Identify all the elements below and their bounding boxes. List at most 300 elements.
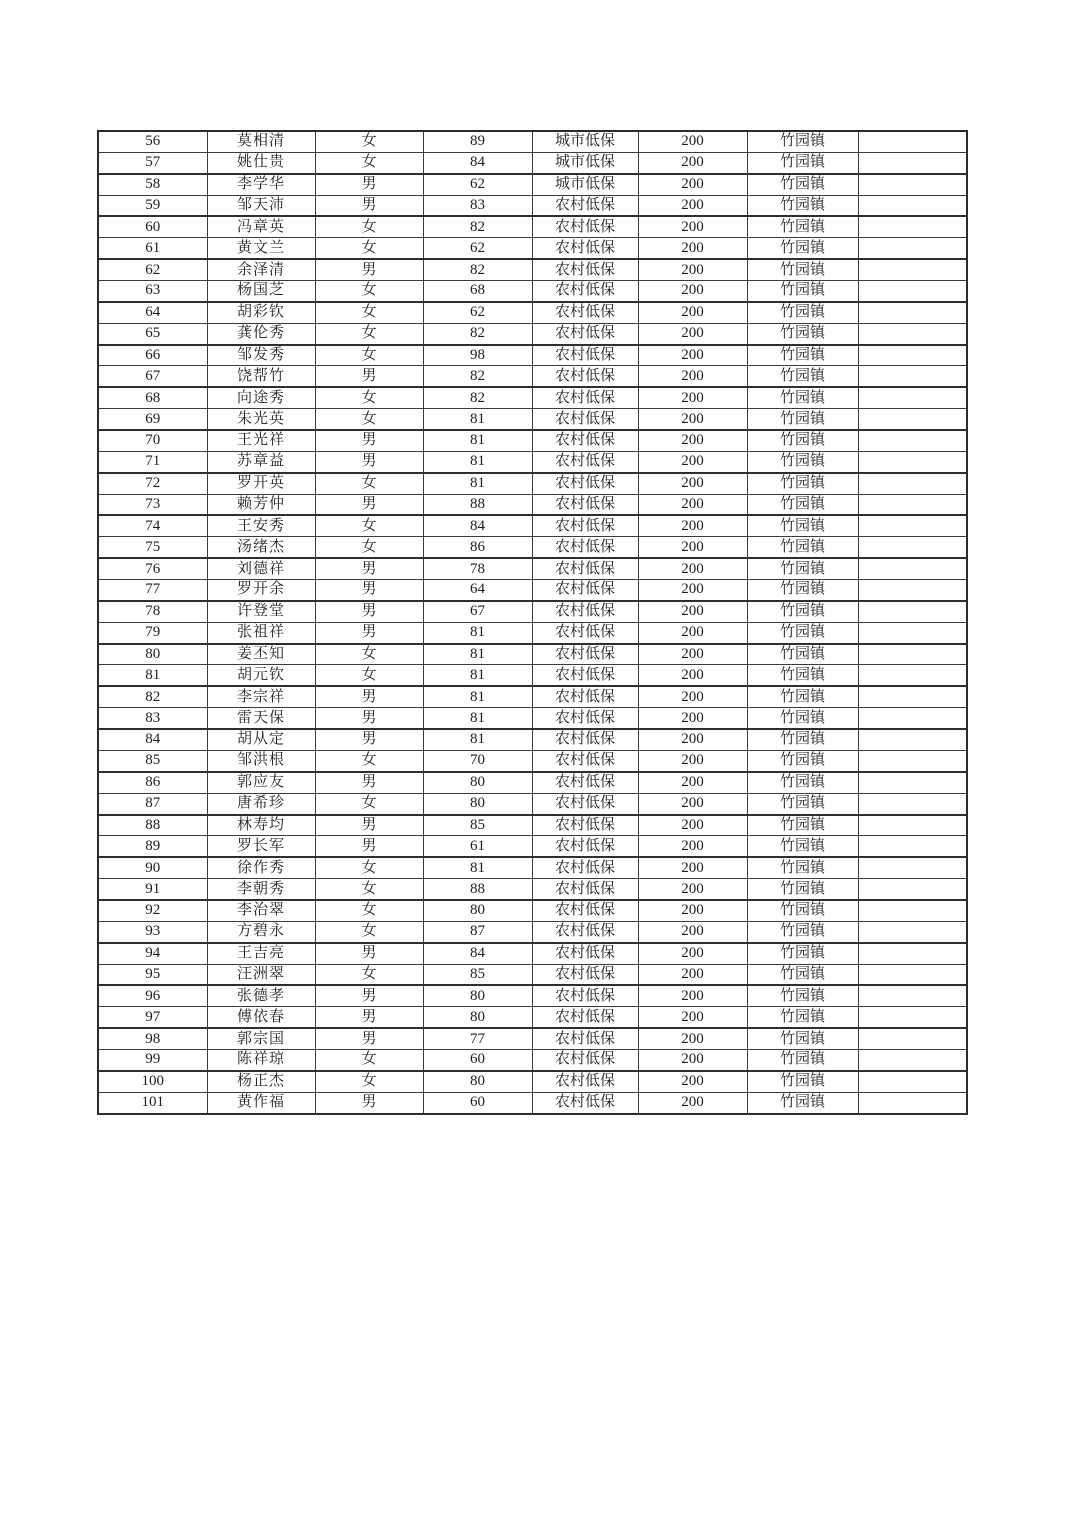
subsidy-type-cell: 农村低保 <box>532 195 638 216</box>
table-row <box>98 366 967 387</box>
subsidy-type-cell: 农村低保 <box>532 879 638 900</box>
table-row <box>98 216 967 237</box>
note-cell <box>858 580 967 601</box>
name-cell: 王吉亮 <box>207 943 315 964</box>
subsidy-type-cell: 农村低保 <box>532 857 638 878</box>
age-cell: 81 <box>423 622 532 643</box>
note-cell <box>858 900 967 921</box>
note-cell <box>858 558 967 579</box>
town-cell: 竹园镇 <box>747 1007 858 1028</box>
gender-cell: 男 <box>315 195 423 216</box>
town-cell: 竹园镇 <box>747 1049 858 1070</box>
age-cell: 89 <box>423 131 532 152</box>
name-cell: 杨国芝 <box>207 281 315 302</box>
amount-cell: 200 <box>638 793 747 814</box>
name-cell: 王光祥 <box>207 430 315 451</box>
amount-cell: 200 <box>638 622 747 643</box>
gender-cell: 女 <box>315 537 423 558</box>
age-cell: 84 <box>423 515 532 536</box>
town-cell: 竹园镇 <box>747 131 858 152</box>
table-row <box>98 302 967 323</box>
name-cell: 刘德祥 <box>207 558 315 579</box>
serial-cell: 90 <box>98 857 207 878</box>
table-row <box>98 857 967 878</box>
amount-cell: 200 <box>638 323 747 344</box>
amount-cell: 200 <box>638 558 747 579</box>
table-row <box>98 323 967 344</box>
table-row <box>98 1028 967 1049</box>
serial-cell: 93 <box>98 921 207 942</box>
amount-cell: 200 <box>638 644 747 665</box>
serial-cell: 75 <box>98 537 207 558</box>
amount-cell: 200 <box>638 900 747 921</box>
town-cell: 竹园镇 <box>747 836 858 857</box>
table-row <box>98 1071 967 1092</box>
serial-cell: 69 <box>98 409 207 430</box>
age-cell: 62 <box>423 238 532 259</box>
age-cell: 83 <box>423 195 532 216</box>
gender-cell: 男 <box>315 558 423 579</box>
serial-cell: 63 <box>98 281 207 302</box>
serial-cell: 96 <box>98 985 207 1006</box>
serial-cell: 79 <box>98 622 207 643</box>
name-cell: 张祖祥 <box>207 622 315 643</box>
subsidy-type-cell: 农村低保 <box>532 943 638 964</box>
amount-cell: 200 <box>638 964 747 985</box>
name-cell: 邹天沛 <box>207 195 315 216</box>
name-cell: 邹洪根 <box>207 750 315 771</box>
table-row <box>98 943 967 964</box>
table-row <box>98 793 967 814</box>
gender-cell: 男 <box>315 494 423 515</box>
gender-cell: 男 <box>315 985 423 1006</box>
name-cell: 赖芳仲 <box>207 494 315 515</box>
amount-cell: 200 <box>638 430 747 451</box>
gender-cell: 女 <box>315 1049 423 1070</box>
gender-cell: 女 <box>315 281 423 302</box>
note-cell <box>858 793 967 814</box>
subsidy-type-cell: 农村低保 <box>532 793 638 814</box>
serial-cell: 65 <box>98 323 207 344</box>
subsidy-type-cell: 农村低保 <box>532 836 638 857</box>
note-cell <box>858 964 967 985</box>
amount-cell: 200 <box>638 1092 747 1114</box>
gender-cell: 女 <box>315 665 423 686</box>
name-cell: 莫相清 <box>207 131 315 152</box>
subsidy-type-cell: 农村低保 <box>532 409 638 430</box>
serial-cell: 80 <box>98 644 207 665</box>
subsidy-type-cell: 农村低保 <box>532 259 638 280</box>
town-cell: 竹园镇 <box>747 644 858 665</box>
amount-cell: 200 <box>638 174 747 195</box>
age-cell: 81 <box>423 644 532 665</box>
gender-cell: 男 <box>315 836 423 857</box>
gender-cell: 男 <box>315 430 423 451</box>
gender-cell: 女 <box>315 964 423 985</box>
subsidy-type-cell: 农村低保 <box>532 1049 638 1070</box>
note-cell <box>858 451 967 472</box>
name-cell: 汤绪杰 <box>207 537 315 558</box>
note-cell <box>858 665 967 686</box>
subsidy-type-cell: 农村低保 <box>532 900 638 921</box>
town-cell: 竹园镇 <box>747 815 858 836</box>
town-cell: 竹园镇 <box>747 665 858 686</box>
note-cell <box>858 1092 967 1114</box>
gender-cell: 男 <box>315 772 423 793</box>
note-cell <box>858 985 967 1006</box>
age-cell: 64 <box>423 580 532 601</box>
serial-cell: 81 <box>98 665 207 686</box>
age-cell: 68 <box>423 281 532 302</box>
amount-cell: 200 <box>638 451 747 472</box>
amount-cell: 200 <box>638 281 747 302</box>
note-cell <box>858 644 967 665</box>
age-cell: 80 <box>423 1007 532 1028</box>
name-cell: 饶帮竹 <box>207 366 315 387</box>
table-row <box>98 430 967 451</box>
serial-cell: 85 <box>98 750 207 771</box>
town-cell: 竹园镇 <box>747 323 858 344</box>
table-row <box>98 580 967 601</box>
gender-cell: 女 <box>315 323 423 344</box>
town-cell: 竹园镇 <box>747 793 858 814</box>
note-cell <box>858 921 967 942</box>
gender-cell: 男 <box>315 174 423 195</box>
subsidy-type-cell: 农村低保 <box>532 580 638 601</box>
gender-cell: 女 <box>315 900 423 921</box>
subsidy-type-cell: 农村低保 <box>532 494 638 515</box>
town-cell: 竹园镇 <box>747 387 858 408</box>
serial-cell: 73 <box>98 494 207 515</box>
town-cell: 竹园镇 <box>747 473 858 494</box>
name-cell: 朱光英 <box>207 409 315 430</box>
table-row <box>98 900 967 921</box>
name-cell: 王安秀 <box>207 515 315 536</box>
serial-cell: 70 <box>98 430 207 451</box>
gender-cell: 女 <box>315 216 423 237</box>
subsidy-type-cell: 农村低保 <box>532 515 638 536</box>
subsidy-type-cell: 农村低保 <box>532 323 638 344</box>
age-cell: 80 <box>423 793 532 814</box>
table-row <box>98 964 967 985</box>
gender-cell: 男 <box>315 729 423 750</box>
table-row <box>98 409 967 430</box>
town-cell: 竹园镇 <box>747 1071 858 1092</box>
name-cell: 许登堂 <box>207 601 315 622</box>
age-cell: 81 <box>423 409 532 430</box>
table-body <box>98 131 967 1114</box>
age-cell: 82 <box>423 387 532 408</box>
name-cell: 龚伦秀 <box>207 323 315 344</box>
gender-cell: 男 <box>315 451 423 472</box>
name-cell: 雷天保 <box>207 708 315 729</box>
subsidy-type-cell: 农村低保 <box>532 366 638 387</box>
age-cell: 81 <box>423 857 532 878</box>
amount-cell: 200 <box>638 537 747 558</box>
name-cell: 汪洲翠 <box>207 964 315 985</box>
amount-cell: 200 <box>638 601 747 622</box>
note-cell <box>858 366 967 387</box>
amount-cell: 200 <box>638 345 747 366</box>
note-cell <box>858 259 967 280</box>
table-row <box>98 451 967 472</box>
age-cell: 85 <box>423 815 532 836</box>
town-cell: 竹园镇 <box>747 1028 858 1049</box>
town-cell: 竹园镇 <box>747 580 858 601</box>
note-cell <box>858 1049 967 1070</box>
note-cell <box>858 473 967 494</box>
amount-cell: 200 <box>638 216 747 237</box>
town-cell: 竹园镇 <box>747 622 858 643</box>
town-cell: 竹园镇 <box>747 857 858 878</box>
table-row <box>98 879 967 900</box>
age-cell: 98 <box>423 345 532 366</box>
name-cell: 郭宗国 <box>207 1028 315 1049</box>
table-row <box>98 665 967 686</box>
amount-cell: 200 <box>638 387 747 408</box>
serial-cell: 94 <box>98 943 207 964</box>
amount-cell: 200 <box>638 729 747 750</box>
table-row <box>98 259 967 280</box>
name-cell: 余泽清 <box>207 259 315 280</box>
age-cell: 81 <box>423 430 532 451</box>
age-cell: 67 <box>423 601 532 622</box>
serial-cell: 101 <box>98 1092 207 1114</box>
note-cell <box>858 515 967 536</box>
table-row <box>98 686 967 707</box>
age-cell: 87 <box>423 921 532 942</box>
amount-cell: 200 <box>638 1071 747 1092</box>
serial-cell: 99 <box>98 1049 207 1070</box>
table-row <box>98 152 967 173</box>
age-cell: 80 <box>423 900 532 921</box>
serial-cell: 59 <box>98 195 207 216</box>
amount-cell: 200 <box>638 131 747 152</box>
note-cell <box>858 152 967 173</box>
serial-cell: 56 <box>98 131 207 152</box>
gender-cell: 男 <box>315 1028 423 1049</box>
amount-cell: 200 <box>638 943 747 964</box>
gender-cell: 男 <box>315 622 423 643</box>
age-cell: 81 <box>423 686 532 707</box>
gender-cell: 男 <box>315 259 423 280</box>
subsidy-type-cell: 农村低保 <box>532 1028 638 1049</box>
name-cell: 李宗祥 <box>207 686 315 707</box>
subsidy-type-cell: 农村低保 <box>532 387 638 408</box>
name-cell: 罗长军 <box>207 836 315 857</box>
town-cell: 竹园镇 <box>747 943 858 964</box>
subsidy-type-cell: 城市低保 <box>532 152 638 173</box>
table-row <box>98 494 967 515</box>
table-row <box>98 985 967 1006</box>
age-cell: 81 <box>423 451 532 472</box>
age-cell: 77 <box>423 1028 532 1049</box>
gender-cell: 女 <box>315 387 423 408</box>
age-cell: 78 <box>423 558 532 579</box>
name-cell: 胡元钦 <box>207 665 315 686</box>
amount-cell: 200 <box>638 259 747 280</box>
amount-cell: 200 <box>638 857 747 878</box>
serial-cell: 92 <box>98 900 207 921</box>
subsidy-type-cell: 农村低保 <box>532 238 638 259</box>
town-cell: 竹园镇 <box>747 409 858 430</box>
serial-cell: 76 <box>98 558 207 579</box>
town-cell: 竹园镇 <box>747 772 858 793</box>
amount-cell: 200 <box>638 879 747 900</box>
serial-cell: 78 <box>98 601 207 622</box>
town-cell: 竹园镇 <box>747 281 858 302</box>
age-cell: 62 <box>423 174 532 195</box>
name-cell: 李学华 <box>207 174 315 195</box>
amount-cell: 200 <box>638 772 747 793</box>
table-row <box>98 537 967 558</box>
name-cell: 黄作福 <box>207 1092 315 1114</box>
note-cell <box>858 216 967 237</box>
serial-cell: 77 <box>98 580 207 601</box>
amount-cell: 200 <box>638 708 747 729</box>
town-cell: 竹园镇 <box>747 921 858 942</box>
amount-cell: 200 <box>638 1007 747 1028</box>
town-cell: 竹园镇 <box>747 216 858 237</box>
table-row <box>98 729 967 750</box>
name-cell: 傅依春 <box>207 1007 315 1028</box>
subsidy-type-cell: 农村低保 <box>532 473 638 494</box>
name-cell: 方碧永 <box>207 921 315 942</box>
town-cell: 竹园镇 <box>747 558 858 579</box>
note-cell <box>858 387 967 408</box>
note-cell <box>858 195 967 216</box>
amount-cell: 200 <box>638 686 747 707</box>
age-cell: 88 <box>423 879 532 900</box>
subsidy-type-cell: 农村低保 <box>532 815 638 836</box>
note-cell <box>858 750 967 771</box>
gender-cell: 女 <box>315 515 423 536</box>
subsidy-type-cell: 农村低保 <box>532 708 638 729</box>
table-row <box>98 708 967 729</box>
name-cell: 李治翠 <box>207 900 315 921</box>
subsidy-type-cell: 农村低保 <box>532 750 638 771</box>
note-cell <box>858 686 967 707</box>
gender-cell: 女 <box>315 857 423 878</box>
town-cell: 竹园镇 <box>747 366 858 387</box>
name-cell: 冯章英 <box>207 216 315 237</box>
subsidy-type-cell: 农村低保 <box>532 622 638 643</box>
age-cell: 81 <box>423 665 532 686</box>
amount-cell: 200 <box>638 1028 747 1049</box>
serial-cell: 98 <box>98 1028 207 1049</box>
serial-cell: 68 <box>98 387 207 408</box>
serial-cell: 58 <box>98 174 207 195</box>
gender-cell: 女 <box>315 793 423 814</box>
name-cell: 胡彩钦 <box>207 302 315 323</box>
serial-cell: 62 <box>98 259 207 280</box>
name-cell: 胡从定 <box>207 729 315 750</box>
table-row <box>98 515 967 536</box>
table-row <box>98 387 967 408</box>
amount-cell: 200 <box>638 985 747 1006</box>
town-cell: 竹园镇 <box>747 345 858 366</box>
gender-cell: 男 <box>315 366 423 387</box>
subsidy-type-cell: 农村低保 <box>532 1092 638 1114</box>
name-cell: 罗开英 <box>207 473 315 494</box>
town-cell: 竹园镇 <box>747 174 858 195</box>
age-cell: 81 <box>423 729 532 750</box>
name-cell: 张德孝 <box>207 985 315 1006</box>
subsidy-type-cell: 农村低保 <box>532 1007 638 1028</box>
name-cell: 黄文兰 <box>207 238 315 259</box>
note-cell <box>858 302 967 323</box>
gender-cell: 女 <box>315 921 423 942</box>
age-cell: 86 <box>423 537 532 558</box>
subsidy-type-cell: 农村低保 <box>532 644 638 665</box>
note-cell <box>858 345 967 366</box>
serial-cell: 66 <box>98 345 207 366</box>
age-cell: 85 <box>423 964 532 985</box>
subsidy-roster-table <box>97 130 968 1115</box>
serial-cell: 57 <box>98 152 207 173</box>
town-cell: 竹园镇 <box>747 259 858 280</box>
amount-cell: 200 <box>638 302 747 323</box>
age-cell: 82 <box>423 216 532 237</box>
table-row <box>98 195 967 216</box>
age-cell: 88 <box>423 494 532 515</box>
note-cell <box>858 494 967 515</box>
age-cell: 82 <box>423 259 532 280</box>
gender-cell: 女 <box>315 644 423 665</box>
age-cell: 82 <box>423 366 532 387</box>
age-cell: 70 <box>423 750 532 771</box>
age-cell: 81 <box>423 473 532 494</box>
town-cell: 竹园镇 <box>747 708 858 729</box>
serial-cell: 97 <box>98 1007 207 1028</box>
table-row <box>98 1007 967 1028</box>
serial-cell: 87 <box>98 793 207 814</box>
amount-cell: 200 <box>638 1049 747 1070</box>
amount-cell: 200 <box>638 515 747 536</box>
town-cell: 竹园镇 <box>747 152 858 173</box>
town-cell: 竹园镇 <box>747 195 858 216</box>
gender-cell: 女 <box>315 473 423 494</box>
town-cell: 竹园镇 <box>747 238 858 259</box>
subsidy-type-cell: 城市低保 <box>532 174 638 195</box>
subsidy-type-cell: 农村低保 <box>532 772 638 793</box>
serial-cell: 95 <box>98 964 207 985</box>
amount-cell: 200 <box>638 494 747 515</box>
amount-cell: 200 <box>638 580 747 601</box>
name-cell: 李朝秀 <box>207 879 315 900</box>
name-cell: 陈祥琼 <box>207 1049 315 1070</box>
age-cell: 60 <box>423 1092 532 1114</box>
gender-cell: 女 <box>315 238 423 259</box>
note-cell <box>858 281 967 302</box>
note-cell <box>858 1028 967 1049</box>
note-cell <box>858 708 967 729</box>
gender-cell: 女 <box>315 750 423 771</box>
name-cell: 向途秀 <box>207 387 315 408</box>
table-row <box>98 1049 967 1070</box>
subsidy-type-cell: 农村低保 <box>532 1071 638 1092</box>
serial-cell: 74 <box>98 515 207 536</box>
table-row <box>98 815 967 836</box>
town-cell: 竹园镇 <box>747 302 858 323</box>
age-cell: 80 <box>423 985 532 1006</box>
amount-cell: 200 <box>638 665 747 686</box>
note-cell <box>858 1007 967 1028</box>
subsidy-type-cell: 农村低保 <box>532 451 638 472</box>
age-cell: 61 <box>423 836 532 857</box>
age-cell: 82 <box>423 323 532 344</box>
table-row <box>98 622 967 643</box>
